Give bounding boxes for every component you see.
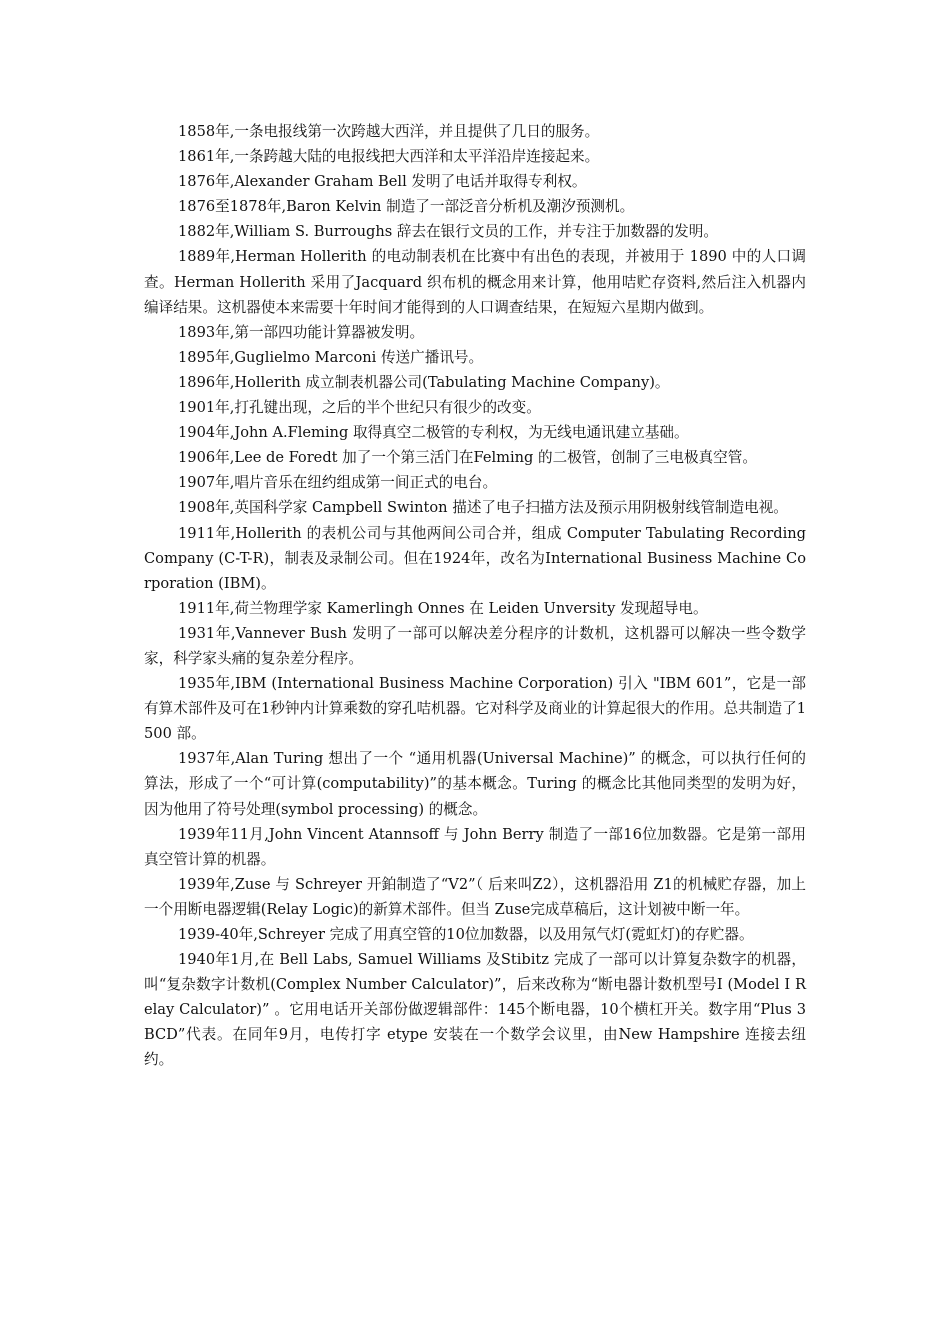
paragraph-1906: 1906年,Lee de Foredt 加了一个第三活门在Felming 的二极管，创制了三电极真空管。	[178, 449, 757, 467]
paragraph-1937: 1937年,Alan Turing 想出了一个 “通用机器(Universal Machine)” 的概念，可以执行任何的算法，形成了一个“可计算(computability)”的基本概念。Turing 的概念比其他同类型的发明为好，因为他用了符号处理(symbol processing) 的概念。	[144, 750, 806, 818]
paragraph-1911-onnes: 1911年,荷兰物理学家 Kamerlingh Onnes 在 Leiden Unversity 发现超导电。	[178, 599, 708, 617]
paragraph-1939-zuse: 1939年,Zuse 与 Schreyer 开鉑制造了“V2”（ 后来叫Z2），这机器沿用 Z1的机械贮存器，加上一个用断电器逻辑(Relay Logic)的新算术部件。但当 Zuse完成草稿后，这计划被中断一年。	[144, 875, 806, 918]
paragraph-1911-ibm: 1911年,Hollerith 的表机公司与其他两间公司合并，组成 Computer Tabulating Recording Company (C-T-R)，制表及录制公司。但在1924年，改名为International Business Machine Corporation (IBM)。	[144, 524, 806, 592]
paragraph-1907: 1907年,唱片音乐在纽约组成第一间正式的电台。	[178, 474, 498, 492]
paragraph-1901: 1901年,打孔键出现，之后的半个世纪只有很少的改变。	[178, 399, 541, 417]
paragraph-1904: 1904年,John A.Fleming 取得真空二极管的专利权，为无线电通讯建立基础。	[178, 424, 689, 442]
paragraph-1896: 1896年,Hollerith 成立制表机器公司(Tabulating Machine Company)。	[178, 373, 670, 391]
paragraph-1935: 1935年,IBM (International Business Machine Corporation) 引入 "IBM 601”，它是一部有算术部件及可在1秒钟内计算乘数的穿孔咭机器。它对科学及商业的计算起很大的作用。总共制造了1500 部。	[144, 675, 806, 743]
paragraph-1931: 1931年,Vannever Bush 发明了一部可以解决差分程序的计数机，这机器可以解决一些令数学家，科学家头痛的复杂差分程序。	[144, 624, 806, 667]
paragraph-1895: 1895年,Guglielmo Marconi 传送广播讯号。	[178, 348, 484, 366]
paragraph-1876-kelvin: 1876至1878年,Baron Kelvin 制造了一部泛音分析机及潮汐预测机。	[178, 198, 635, 216]
paragraph-1882: 1882年,William S. Burroughs 辞去在银行文员的工作，并专注于加数器的发明。	[178, 223, 718, 241]
paragraph-1861: 1861年,一条跨越大陆的电报线把大西洋和太平洋沿岸连接起来。	[178, 148, 600, 166]
paragraph-1858: 1858年,一条电报线第一次跨越大西洋，并且提供了几日的服务。	[178, 123, 600, 140]
paragraph-1940: 1940年1月,在 Bell Labs, Samuel Williams 及Stibitz 完成了一部可以计算复杂数字的机器，叫“复杂数字计数机(Complex Number Calculator)”，后来改称为“断电器计数机型号I (Model I Relay Calculator)” 。它用电话开关部份做逻辑部件：145个断电器，10个横杠开关。数字用“Plus 3BCD”代表。在同年9月，电传打字 etype 安装在一个数学会议里，由New Hampshire 连接去纽约。	[144, 951, 806, 1069]
paragraph-1908: 1908年,英国科学家 Campbell Swinton 描述了电子扫描方法及预示用阴极射线管制造电视。	[178, 499, 788, 517]
paragraph-1939-40: 1939-40年,Schreyer 完成了用真空管的10位加数器，以及用氖气灯(霓虹灯)的存贮器。	[178, 926, 754, 943]
document-body	[144, 119, 806, 1073]
paragraph-1939-nov: 1939年11月,John Vincent Atannsoff 与 John Berry 制造了一部16位加数器。它是第一部用真空管计算的机器。	[144, 825, 806, 868]
paragraph-1876-bell: 1876年,Alexander Graham Bell 发明了电话并取得专利权。	[178, 173, 587, 191]
paragraph-1889: 1889年,Herman Hollerith 的电动制表机在比赛中有出色的表现，并被用于 1890 中的人口调查。Herman Hollerith 采用了Jacquard 织布机的概念用来计算，他用咭贮存资料,然后注入机器内编译结果。这机器使本来需要十年时间才能得到的人口调查结果，在短短六星期内做到。	[144, 248, 806, 316]
paragraph-1893: 1893年,第一部四功能计算器被发明。	[178, 323, 425, 341]
